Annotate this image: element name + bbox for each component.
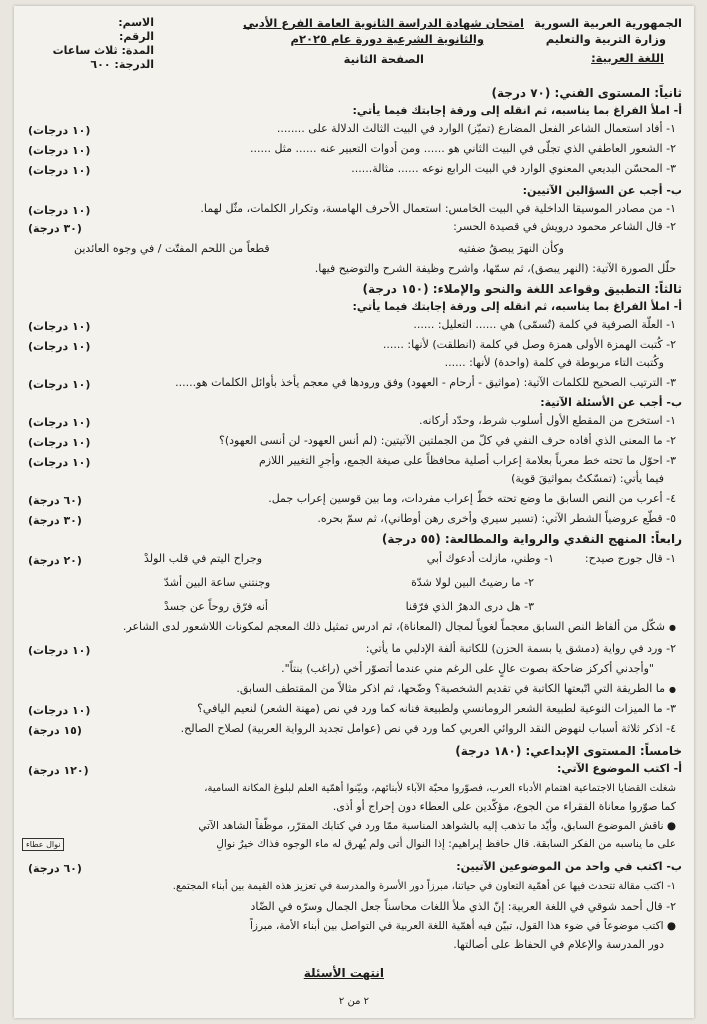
q2b-1: ١- من مصادر الموسيقا الداخلية في البيت الخامس: استعمال الأحرف الهامسة، وتكرار الكلمات، مثّل لهما. [200, 202, 676, 215]
q4-1-task: ● شكّل من ألفاظ النص السابق معجماً لغوياً لمجال (المعاناة)، ثم ادرس تمثيل ذلك المعجم لمكونات اللاشعور لدى الشاعر. [123, 620, 676, 634]
poem-line-right: وكأن النهرَ يبصقُ ضفتيه [458, 242, 564, 255]
exam-subtitle: والثانوية الشرعية دورة عام ٢٠٢٥م [290, 32, 484, 46]
section-five-title: خامساً: المستوى الإبداعي: (١٨٠ درجة) [455, 744, 682, 758]
section-three-title: ثالثاً: التطبيق وقواعد اللغة والنحو والإملاء: (١٥٠ درجة) [362, 282, 682, 296]
q2b-title: ب- أجب عن السؤالين الآتيين: [522, 184, 682, 197]
q-fill-instruction: أ- املأ الفراغ بما يناسبه، ثم انقله إلى ورقة إجابتك فيما يأتي: [352, 104, 682, 117]
q5a-quote: على ما يناسبه من الفكر السابقة. قال حافظ إبراهيم: إذا النوال أتى ولم يُهرق له ماء الوجوه فذاك خيرُ نوالِ [216, 838, 676, 850]
q4-2-task: ● ما الطريقة التي اتّبعتها الكاتبة في تقديم الشخصية؟ وضّحها، ثم اذكر مثالاً من المقتطف السابق. [236, 682, 676, 696]
mark-30: (٣٠ درجة) [28, 514, 82, 527]
poem2-line2-left: وجنتني ساعة البين أشدّ [164, 576, 271, 589]
poem2-line3-left: أنه فرّق روحاً عن جسدْ [164, 600, 268, 613]
meta-duration: المدة: ثلاث ساعات [52, 44, 154, 57]
poem2-line2-right: ٢- ما رضيتُ البين لولا شدّة [411, 576, 534, 589]
mark-60: (٦٠ درجة) [28, 862, 82, 875]
q5a-text-2: كما صوّروا معاناة الفقراء من الجوع، مؤكّدين على العطاء دون إحراج أو أذى. [332, 800, 676, 813]
q5b-2: ٢- قال أحمد شوقي في اللغة العربية: إنّ الذي ملأ اللغات محاسناً جعل الجمال وسرّه في الضّاد [250, 900, 676, 913]
page-number: ٢ من ٢ [338, 996, 369, 1007]
q3b-4: ٤- أعرب من النص السابق ما وضع تحته خطّ إعراب مفردات، وما بين قوسين إعراب جمل. [268, 492, 676, 505]
mark-10: (١٠ درجات) [28, 436, 91, 449]
q2a-2: ٢- الشعور العاطفي الذي تجلّى في البيت الثاني هو ...... ومن أدوات التعبير عنه ...... مثل ...... [249, 142, 676, 155]
mark-60: (٦٠ درجة) [28, 494, 82, 507]
poem2-line1-right: ١- وطني، مازلت أدعوك أبي [426, 552, 554, 565]
meta-score: الدرجة: ٦٠٠ [90, 58, 154, 71]
q4-1: ١- قال جورج صيدح: [584, 552, 676, 565]
q3b-3b: فيما يأتي: (تمسّكتُ بمواثيقَ قوية) [511, 472, 664, 485]
mark-10: (١٠ درجات) [28, 456, 91, 469]
q3b-2: ٢- ما المعنى الذي أفاده حرف النفي في كلّ من الجملتين الآتيتين: (لم أنس العهود- لن أنسى العهود)؟ [219, 434, 676, 447]
end-of-questions: انتهت الأسئلة [303, 966, 384, 980]
section-four-title: رابعاً: المنهج النقدي والرواية والمطالعة: (٥٥ درجة) [381, 532, 682, 546]
q3a-1: ١- العلّة الصرفية في كلمة (تُسمّى) هي ...... التعليل: ...... [413, 318, 676, 331]
q5b-2-task: ● اكتب موضوعاً في ضوء هذا القول، تبيّن فيه أهمّية اللغة العربية في التواصل بين أبناء الأمة، مبرزاً [249, 920, 676, 932]
q5a-title: أ- اكتب الموضوع الآتي: [557, 762, 682, 775]
meta-name: الاسم: [118, 16, 154, 29]
section-two-title: ثانياً: المستوى الفني: (٧٠ درجة) [491, 86, 682, 100]
q5b-title: ب- اكتب في واحد من الموضوعين الآتيين: [456, 860, 682, 873]
exam-title: امتحان شهادة الدراسة الثانوية العامة الفرع الأدبي [242, 16, 524, 30]
q3a-instruction: أ- املأ الفراغ بما يناسبه، ثم انقله إلى ورقة إجابتك فيما يأتي: [352, 300, 682, 313]
mark-10: (١٠ درجات) [28, 340, 91, 353]
subject-name: اللغة العربية: [591, 51, 664, 65]
mark-10: (١٠ درجات) [28, 124, 91, 137]
q3a-2b: وكُتبت التاء مربوطة في كلمة (واحدة) لأنها: ...... [444, 356, 664, 369]
mark-30: (٣٠ درجة) [28, 222, 82, 235]
q4-4: ٤- اذكر ثلاثة أسباب لنهوض النقد الروائي العربي كما ورد في نص (عوامل تجديد الرواية العربية) لصلاح الصالح. [180, 722, 676, 735]
reviewer-stamp: نوال عطاء [22, 838, 64, 851]
q5a-task: ● ناقش الموضوع السابق، وأيّد ما تذهب إليه بالشواهد المناسبة ممّا ورد في كتابك المقرّر، موظّفاً الشاهد الآتي [198, 820, 676, 832]
q3b-3: ٣- احوّل ما تحته خط معرباً بعلامة إعراب أصلية محافظاً على صيغة الجمع، وأجرِ التغيير اللازم [258, 454, 676, 467]
q2a-3: ٣- المحسّن البديعي المعنوي الوارد في البيت الرابع نوعه ...... مثالة...... [351, 162, 676, 175]
q5b-1: ١- اكتب مقالة تتحدث فيها عن أهمّية التعاون في حياتنا، مبرزاً دور الأسرة والمدرسة في تعزيز هذه القيمة بين أبناء المجتمع. [172, 881, 676, 892]
poem2-line1-left: وجراح اليتم في قلب الولدْ [144, 552, 263, 565]
q3a-3: ٣- الترتيب الصحيح للكلمات الآتية: (مواثيق - أرحام - العهود) وفق ورودها في معجم يأخذ بأوائل الكلمات هو...... [175, 376, 676, 389]
ministry-name: وزارة التربية والتعليم [545, 32, 666, 46]
q5a-text-1: شغلت القضايا الاجتماعية اهتمام الأدباء العرب، فصوّروا محبّة الآباء لأبنائهم، وبيّنوا أهمّية العلم لبلوغ المكانة السامية، [204, 783, 676, 794]
country-name: الجمهورية العربية السورية [534, 16, 682, 30]
q3b-1: ١- استخرج من المقطع الأول أسلوب شرط، وحدّد أركانه. [419, 414, 676, 427]
q2b-2-task: حلّل الصورة الآتية: (النهر يبصق)، ثم سمّها، واشرح وظيفة الشرح والتوضيح فيها. [314, 262, 676, 275]
mark-120: (١٢٠ درجة) [28, 764, 89, 777]
mark-10: (١٠ درجات) [28, 416, 91, 429]
q5b-2-task-b: دور المدرسة والإعلام في الحفاظ على أصالتها. [453, 938, 664, 951]
q4-3: ٣- ما الميزات النوعية لطبيعة الشعر الرومانسي ولطبيعة فنانه كما ورد في نص (مهنة الشعر) لنعيم اليافي؟ [197, 702, 676, 715]
mark-20: (٢٠ درجة) [28, 554, 82, 567]
q4-2-quote: "وأجدني أكركز ضاحكة بصوت عالٍ على الرغم مني عندما أتصوّر أخي (راغب) بنتاً". [281, 662, 654, 675]
mark-10: (١٠ درجات) [28, 378, 91, 391]
meta-number: الرقم: [119, 30, 154, 43]
mark-15: (١٥ درجة) [28, 724, 82, 737]
q4-2: ٢- ورد في رواية (دمشق يا بسمة الحزن) للكاتبة ألفة الإدلبي ما يأتي: [365, 642, 676, 655]
mark-10: (١٠ درجات) [28, 644, 91, 657]
q3b-5: ٥- قطّع عروضياً الشطر الآتي: (تسير سيري وأخرى رهن أوطاني)، ثم سمّ بحره. [317, 512, 676, 525]
mark-10: (١٠ درجات) [28, 144, 91, 157]
exam-sheet [14, 6, 694, 1018]
mark-10: (١٠ درجات) [28, 704, 91, 717]
mark-10: (١٠ درجات) [28, 320, 91, 333]
page-label: الصفحة الثانية [343, 52, 424, 66]
mark-10: (١٠ درجات) [28, 164, 91, 177]
q2a-1: ١- أفاد استعمال الشاعر الفعل المضارع (تميّز) الوارد في البيت الثالث الدلالة على ........ [276, 122, 676, 135]
q2b-2: ٢- قال الشاعر محمود درويش في قصيدة الحسر: [453, 220, 676, 233]
poem2-line3-right: ٣- هل درى الدهرُ الذي فرّقنا [405, 600, 534, 613]
mark-10: (١٠ درجات) [28, 204, 91, 217]
q3b-title: ب- أجب عن الأسئلة الآتية: [540, 396, 682, 409]
q3a-2: ٢- كُتبت الهمزة الأولى همزة وصل في كلمة (انطلقت) لأنها: ...... [382, 338, 676, 351]
poem-line-left: قطعاً من اللحم المفتّت / في وجوه العائدين [74, 242, 270, 255]
